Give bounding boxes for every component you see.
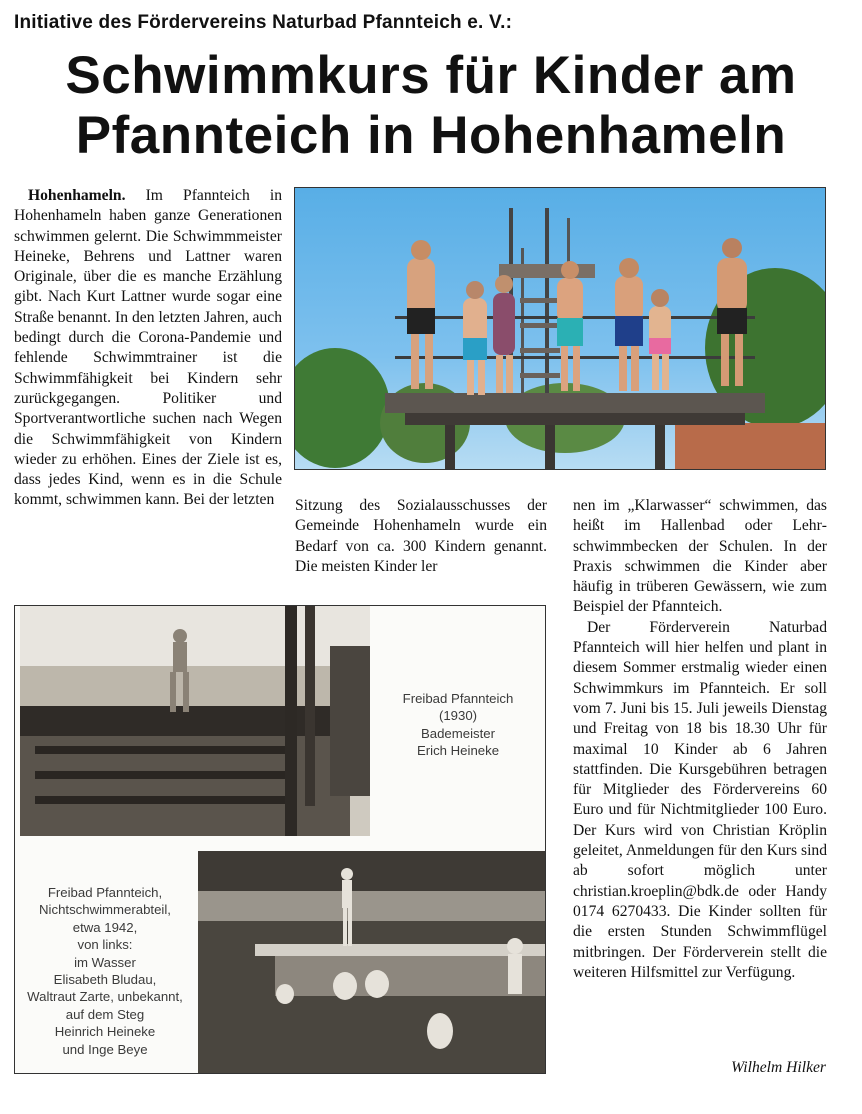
headline-line-2: Pfannteich in Hohenhameln: [75, 106, 787, 165]
caption-line: Nichtschwimmerabteil,: [39, 902, 171, 918]
caption-line: Freibad Pfannteich,: [47, 885, 163, 900]
headline: [10, 46, 852, 166]
article-paragraph: nen im „Klarwasser“ schwimmen, das heißt im Hallenbad oder Lehrschwimmbecken der Schulen. In der Praxis schwimmen die Kinder aber häufig in trüberen Gewässern, wie zum Beispiel der Pfannteich.: [573, 497, 827, 616]
caption-line: Elisabeth Bludau,: [53, 972, 157, 988]
kicker: Initiative des Fördervereins Naturbad Pfannteich e. V.:: [14, 12, 513, 33]
caption-line: von links:: [77, 937, 133, 953]
headline-line-1: Schwimmkurs für Kinder am: [65, 46, 797, 105]
author-byline: Wilhelm Hilker: [731, 1059, 826, 1076]
photo-historic-freibad: [14, 605, 546, 1074]
caption-line: Waltraut Zarte, unbekannt,: [27, 989, 183, 1005]
caption-1930: [398, 690, 518, 760]
caption-line: Freibad Pfannteich: [402, 691, 514, 706]
article-column-3: [573, 496, 827, 983]
caption-line: im Wasser: [74, 954, 136, 970]
caption-line: Heinrich Heineke: [54, 1024, 156, 1040]
caption-line: (1930): [438, 708, 478, 724]
diving-platform-illustration: [295, 188, 825, 469]
article-paragraph: Sitzung des Sozialausschusses der Gemeinde Hohenhameln wurde ein Bedarf von ca. 300 Kindern genannt. Die meisten Kinder ler: [295, 497, 547, 575]
article-column-1: [14, 186, 282, 511]
caption-line: etwa 1942,: [72, 919, 138, 935]
article-paragraph: Der Förderverein Naturbad Pfannteich will hier helfen und plant in diesem Sommer erstmalig wieder einen Schwimmkurs im Pfannteich. Er soll vom 7. Juni bis 15. Juli jeweils Dienstag und Freitag von 18 bis 18.30 Uhr für maximal 10 Kinder ab 6 Jahren stattfinden. Die Kursgebühren betragen für Mitglieder des Fördervereins 60 Euro und für Nichtmitglieder 100 Euro. Der Kurs wird von Christian Kröplin geleitet, Anmeldungen für den Kurs sind ab sofort möglich unter christian.kroeplin@bdk.de oder Handy 0174 6270433. Die Kinder sollten für die ersten Stunden Schwimmflügel mitbringen. Der Förderverein stellt die weiteren Hilfsmittel zur Verfügung.: [573, 618, 827, 981]
dateline: Hohenhameln.: [28, 187, 126, 204]
caption-line: Bademeister: [420, 725, 496, 741]
article-paragraph: [14, 186, 282, 511]
photo-diving-platform: [294, 187, 826, 470]
caption-line: Erich Heineke: [416, 743, 500, 759]
caption-line: und Inge Beye: [62, 1041, 148, 1057]
article-text: Im Pfannteich in Hohenhameln haben ganze Generationen schwimmen gelernt. Die Schwimmmeister Heineke, Behrens und Lattner waren Originale, über die es manche Erzählung gibt. Nach Kurt Lattner wurde sogar eine Straße benannt. In den letzten Jahren, auch bedingt durch die Corona-Pandemie und fehlende Schwimmtrainer ist die Schwimmfähigkeit bei Kindern sehr zurückgegangen. Politiker und Sportverantwortliche suchen nach Wegen die Schwimmfähigkeit von Kindern wieder zu erhöhen. Eines der Ziele ist es, dass jedes Kind, wenn es in die Schule kommt, schwimmen kann. Bei der letzten: [14, 187, 282, 509]
article-column-2: [295, 496, 547, 577]
caption-line: auf dem Steg: [65, 1006, 145, 1022]
caption-1942: [25, 884, 185, 1058]
